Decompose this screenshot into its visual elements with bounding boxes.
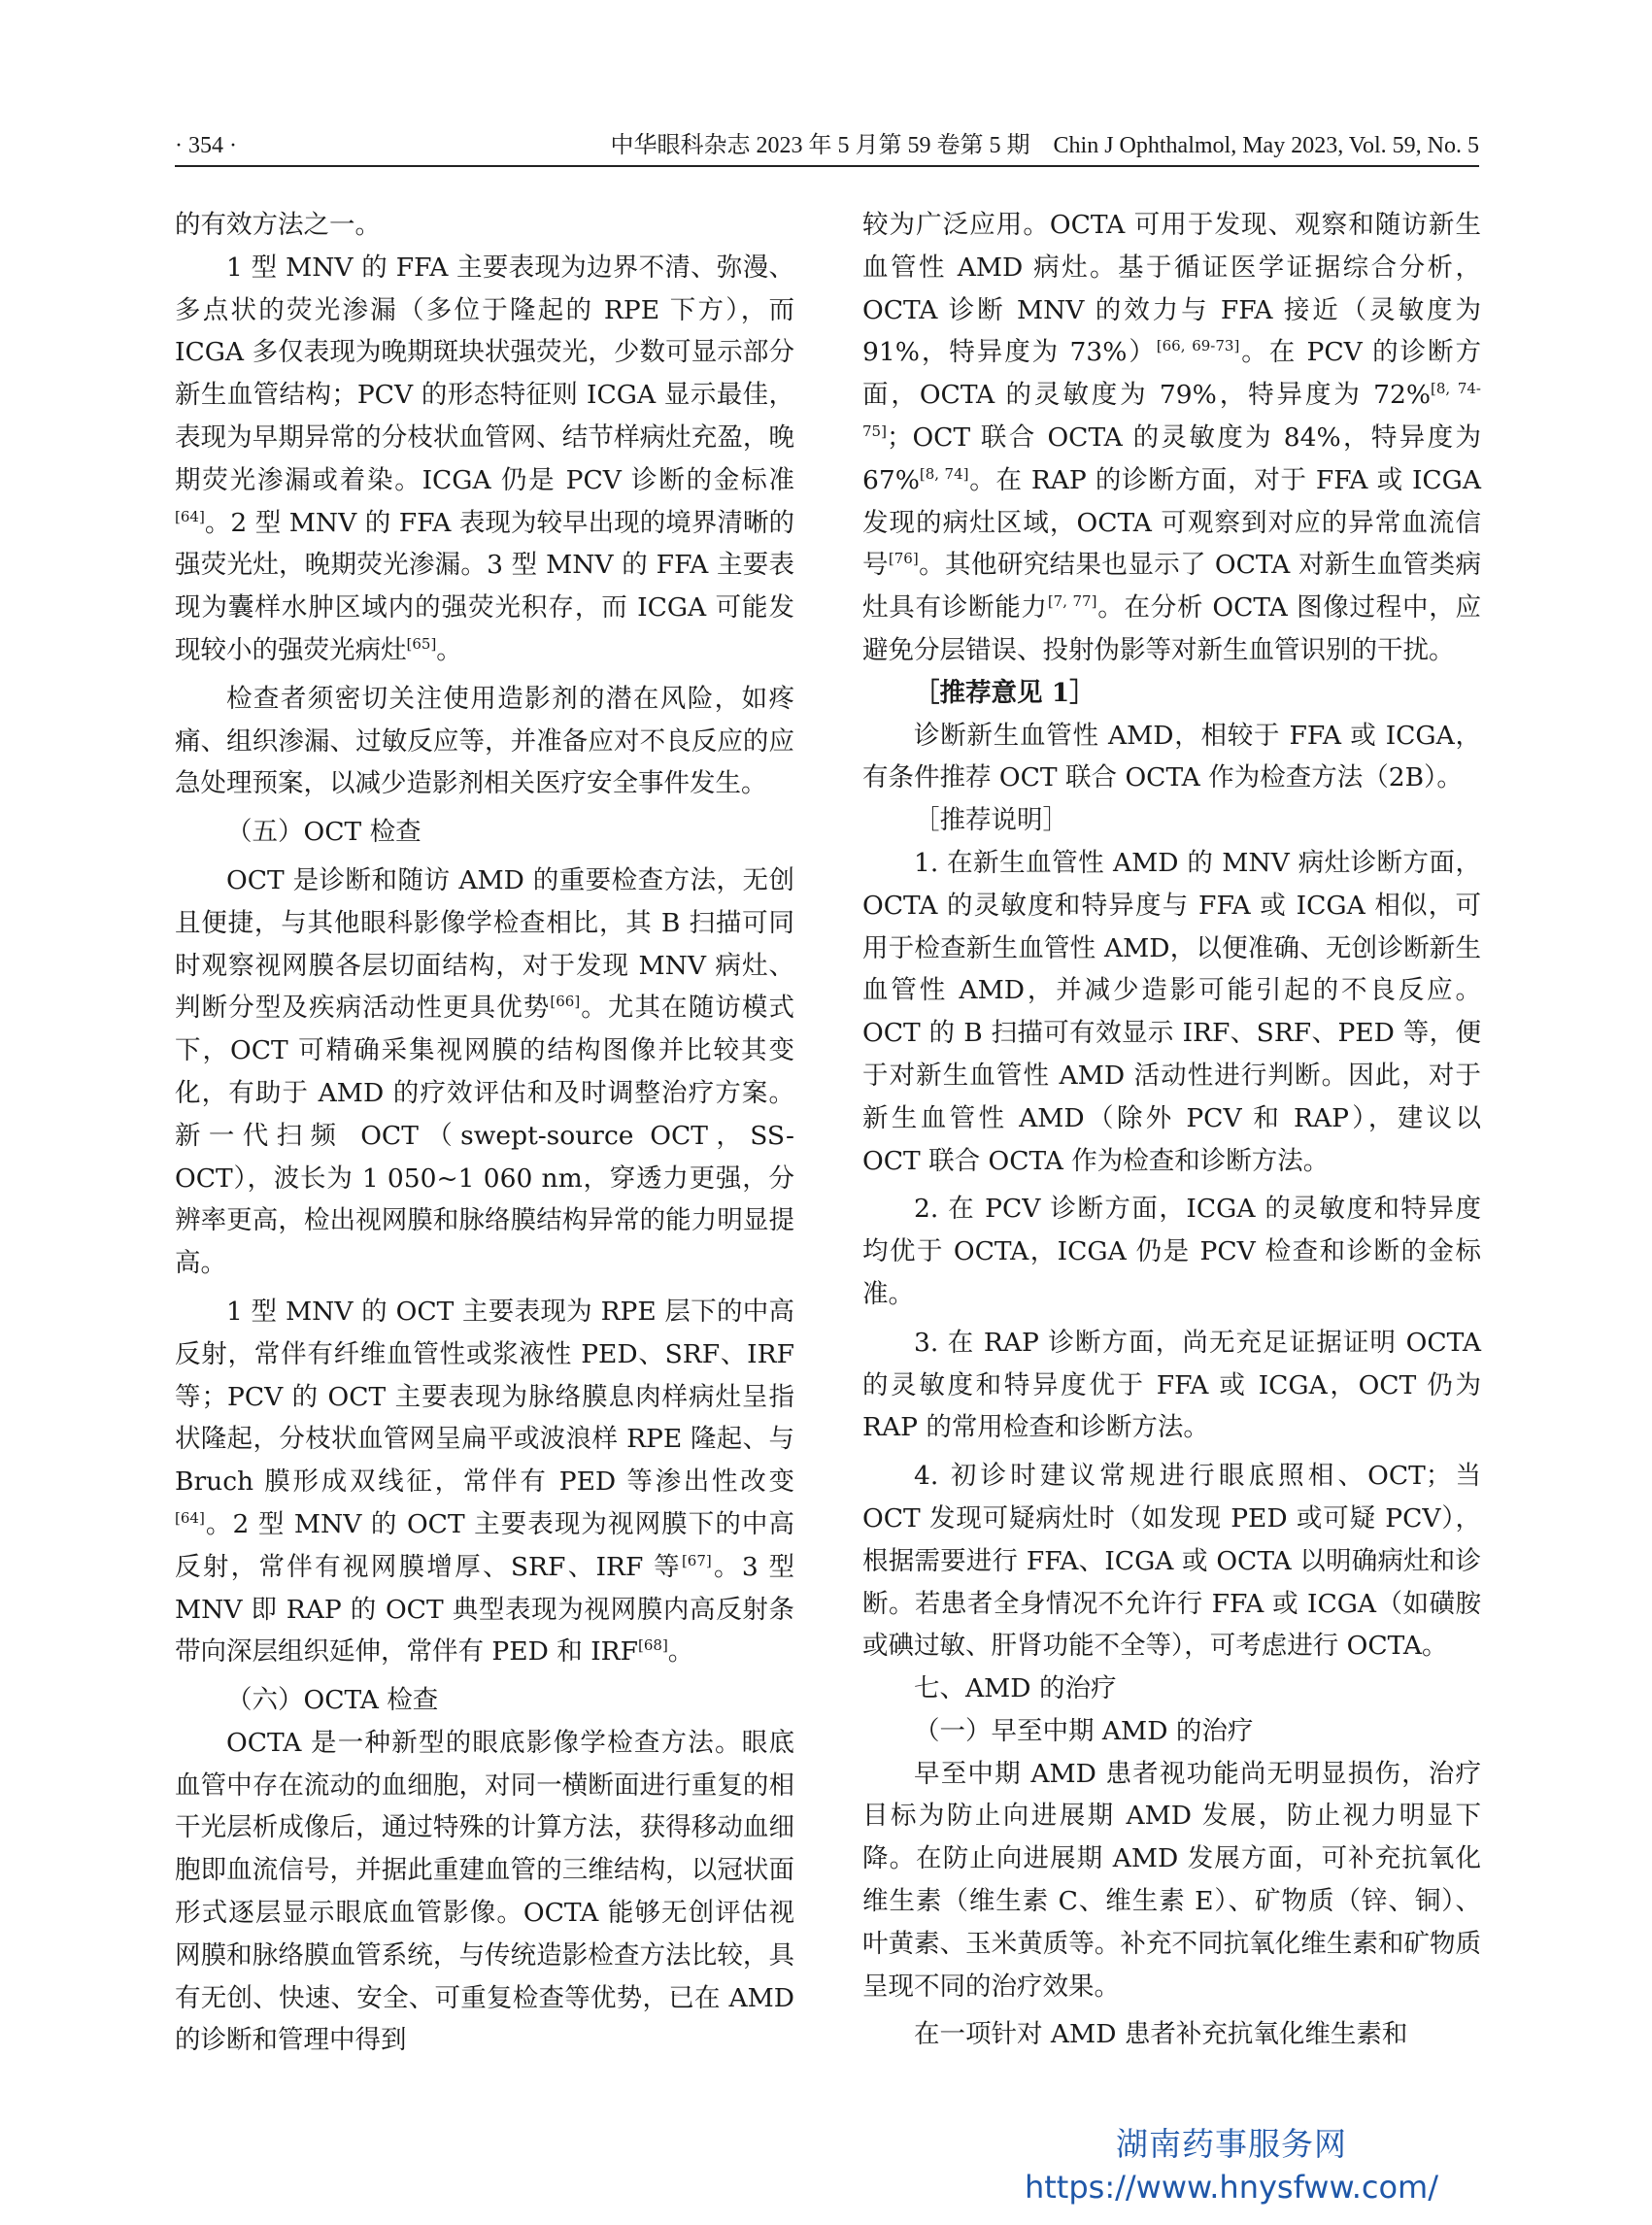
citation-ref: [7, 77] [1047,592,1097,611]
citation-ref: [66] [550,993,581,1011]
note-item: 1. 在新生血管性 AMD 的 MNV 病灶诊断方面，OCTA 的灵敏度和特异度与 FFA 或 ICGA 相似，可用于检查新生血管性 AMD，以便准确、无创诊断新生血管性 AMD，并减少造影可能引起的不良反应。OCT 的 B 扫描可有效显示 IRF、SRF、PED 等，便于对新生血管性 AMD 活动性进行判断。因此，对于新生血管性 AMD（除外 PCV 和 RAP），建议以 OCT 联合 OCTA 作为检查和诊断方法。 [862,847,1481,1176]
citation-ref: [66, 69-73] [1156,337,1240,355]
paragraph: OCTA 是一种新型的眼底影像学检查方法。眼底血管中存在流动的血细胞，对同一横断面进行重复的相干光层析成像后，通过特殊的计算方法，获得移动血细胞即血流信号，并据此重建血管的三维结构，以冠状面形式逐层显示眼底血管影像。OCTA 能够无创评估视网膜和脉络膜血管系统，与传统造影检查方法比较，具有无创、快速、安全、可重复检查等优势，已在 AMD 的诊断和管理中得到 [175,1727,794,2056]
paragraph: 的有效方法之一。 [175,210,381,240]
section-heading: （六）OCTA 检查 [226,1685,439,1716]
left-column [175,204,794,2062]
citation-ref: [8, 74] [919,464,969,483]
paragraph: OCT 是诊断和随访 AMD 的重要检查方法，无创且便捷，与其他眼科影像学检查相比，其 B 扫描可同时观察视网膜各层切面结构，对于发现 MNV 病灶、判断分型及疾病活动性更具优势[66]。尤其在随访模式下，OCT 可精确采集视网膜的结构图像并比较其变化，有助于 AMD 的疗效评估和及时调整治疗方案。新一代扫频 OCT（swept-source OCT，SS-OCT），波长为 1 050~1 060 nm，穿透力更强，分辨率更高，检出视网膜和脉络膜结构异常的能力明显提高。 [175,864,795,1279]
watermark [1025,2123,1438,2208]
paragraph: 1 型 MNV 的 FFA 主要表现为边界不清、弥漫、多点状的荧光渗漏（多位于隆起的 RPE 下方），而 ICGA 多仅表现为晚期斑块状强荧光，少数可显示部分新生血管结构；PCV 的形态特征则 ICGA 显示最佳，表现为早期异常的分枝状血管网、结节样病灶充盈，晚期荧光渗漏或着染。ICGA 仍是 PCV 诊断的金标准[64]。2 型 MNV 的 FFA 表现为较早出现的境界清晰的强荧光灶，晚期荧光渗漏。3 型 MNV 的 FFA 主要表现为囊样水肿区域内的强荧光积存，而 ICGA 可能发现较小的强荧光病灶[65]。 [175,252,794,665]
paragraph: 早至中期 AMD 患者视功能尚无明显损伤，治疗目标为防止向进展期 AMD 发展，防止视力明显下降。在防止向进展期 AMD 发展方面，可补充抗氧化维生素（维生素 C、维生素 E）、矿物质（锌、铜）、叶黄素、玉米黄质等。补充不同抗氧化维生素和矿物质呈现不同的治疗效果。 [862,1758,1481,2002]
page-number: · 354 · [175,133,237,158]
subsection-heading: （一）早至中期 AMD 的治疗 [914,1715,1254,1746]
right-column [862,204,1481,2056]
recommendation-note-title: ［推荐说明］ [914,805,1068,836]
watermark-site-name: 湖南药事服务网 [1115,2125,1347,2163]
section-heading: （五）OCT 检查 [226,817,421,848]
recommendation-title: ［推荐意见 1］ [914,677,1096,708]
journal-citation: 中华眼科杂志 2023 年 5 月第 59 卷第 5 期 Chin J Ophthalmol, May 2023, Vol. 59, No. 5 [610,133,1479,158]
citation-ref: [64] [175,1509,205,1528]
citation-ref: [8, 74-75] [862,380,1481,441]
citation-ref: [64] [175,507,205,525]
citation-ref: [68] [638,1636,668,1655]
paragraph: 检查者须密切关注使用造影剂的潜在风险，如疼痛、组织渗漏、过敏反应等，并准备应对不良反应的应急处理预案，以减少造影剂相关医疗安全事件发生。 [175,683,794,799]
paragraph: 较为广泛应用。OCTA 可用于发现、观察和随访新生血管性 AMD 病灶。基于循证医学证据综合分析，OCTA 诊断 MNV 的效力与 FFA 接近（灵敏度为 91%，特异度为 73%）[66, 69-73]。在 PCV 的诊断方面，OCTA 的灵敏度为 79%，特异度为 72%[8, 74-75]；OCT 联合 OCTA 的灵敏度为 84%，特异度为 67%[8, 74]。在 RAP 的诊断方面，对于 FFA 或 ICGA 发现的病灶区域，OCTA 可观察到对应的异常血流信号[76]。其他研究结果也显示了 OCTA 对新生血管类病灶具有诊断能力[7, 77]。在分析 OCTA 图像过程中，应避免分层错误、投射伪影等对新生血管识别的干扰。 [862,210,1482,665]
running-header [175,126,1479,167]
citation-ref: [76] [888,550,919,568]
recommendation-text: 诊断新生血管性 AMD，相较于 FFA 或 ICGA，有条件推荐 OCT 联合 OCTA 作为检查方法（2B）。 [862,720,1481,793]
note-item: 2. 在 PCV 诊断方面，ICGA 的灵敏度和特异度均优于 OCTA，ICGA 仍是 PCV 检查和诊断的金标准。 [862,1194,1481,1309]
note-item: 4. 初诊时建议常规进行眼底照相、OCT；当 OCT 发现可疑病灶时（如发现 PED 或可疑 PCV），根据需要进行 FFA、ICGA 或 OCTA 以明确病灶和诊断。若患者全身情况不允许行 FFA 或 ICGA（如磺胺或碘过敏、肝肾功能不全等），可考虑进行 OCTA。 [862,1461,1481,1662]
watermark-url[interactable]: https://www.hnysfww.com/ [1024,2169,1438,2206]
paragraph: 在一项针对 AMD 患者补充抗氧化维生素和 [914,2019,1408,2050]
citation-ref: [65] [406,635,437,654]
citation-ref: [67] [681,1551,712,1569]
note-item: 3. 在 RAP 诊断方面，尚无充足证据证明 OCTA 的灵敏度和特异度优于 FFA 或 ICGA，OCT 仍为 RAP 的常用检查和诊断方法。 [862,1327,1481,1443]
section-heading: 七、AMD 的治疗 [914,1673,1117,1704]
paragraph: 1 型 MNV 的 OCT 主要表现为 RPE 层下的中高反射，常伴有纤维血管性或浆液性 PED、SRF、IRF 等；PCV 的 OCT 主要表现为脉络膜息肉样病灶呈指状隆起，分枝状血管网呈扁平或波浪样 RPE 隆起、与 Bruch 膜形成双线征，常伴有 PED 等渗出性改变[64]。2 型 MNV 的 OCT 主要表现为视网膜下的中高反射，常伴有视网膜增厚、SRF、IRF 等[67]。3 型 MNV 即 RAP 的 OCT 典型表现为视网膜内高反射条带向深层组织延伸，常伴有 PED 和 IRF[68]。 [175,1296,794,1668]
